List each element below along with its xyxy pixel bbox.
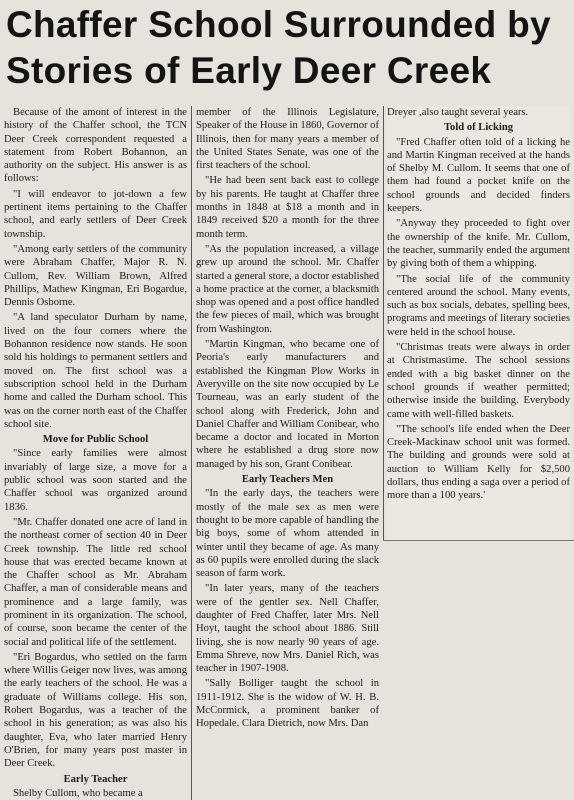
paragraph: "Martin Kingman, who became one of Peoria's early manufacturers and established the Kingman Plow Works in Averyville on the site now occupied by Le Tourneau, was an early student of the school along with Frederick, John and Daniel Chaffer and William Conibear, who became a doctor and located in Morton where he established a drug store now managed by his son, Grant Conibear. [196, 339, 379, 470]
paragraph: "In the early days, the teachers were mostly of the male sex as men were thought to be more capable of handling the big boys, some of whom attended in winter until they became of age. As many as 60 pupils were enrolled during the slack season of farm work. [196, 488, 379, 580]
subheading: Early Teachers Men [241, 474, 334, 486]
paragraph: "Among early settlers of the community were Abraham Chaffer, Major R. N. Cullom, Rev. William Brown, Alfred Phillips, Mathew Kingman, Eri Bogardue, Dennis Osborne. [4, 243, 187, 309]
paragraph: "In later years, many of the teachers were of the gentler sex. Nell Chaffer, daughter of Fred Chaffer, later Mrs. Nell Hoyt, taught the school about 1886. Still living, she is now nearly 90 years of age. Emma Shreve, now Mrs. Daniel Rich, was teacher in 1907-1908. [196, 583, 379, 675]
paragraph: "Fred Chaffer often told of a licking he and Martin Kingman received at the hands of Shelby M. Cullom. It seems that one of them had found a pocket knife on the school grounds and decided finders keepers. [387, 136, 570, 215]
paragraph: member of the Illinois Legislature, Speaker of the House in 1860, Governor of Illinois, then for many years a member of the United States Senate, was one of the first teachers of the school. [196, 107, 379, 172]
paragraph: "The social life of the community centered around the school. Many events, such as box socials, debates, spelling bees, programs and meetings of literary societies were held in the school house. [387, 273, 570, 338]
article-column-1 [4, 106, 187, 800]
paragraph: "He had been sent back east to college by his parents. He taught at Chaffer three months in 1848 at $18 a month and in 1849 received $20 a month for the three month term. [196, 175, 379, 240]
paragraph: "Christmas treats were always in order at Christmastime. The school sessions ended with a big basket dinner on the school grounds if weather permitted; otherwise inside the building. Everybody came with well-filled baskets. [387, 342, 570, 420]
paragraph: Shelby Cullom, who became a [13, 787, 143, 799]
article-column-3 [387, 106, 570, 540]
paragraph: "I will endeavor to jot-down a few pertinent items pertaining to the Chaffer school, and early settlers of Deer Creek township. [4, 188, 187, 240]
column-end-rule [383, 540, 574, 541]
paragraph: "Since early families were almost invariably of large size, a move for a public school was soon started and the Chaffer school was organized around 1836. [4, 448, 187, 513]
paragraph: Because of the amont of interest in the history of the Chaffer school, the TCN Deer Creek correspondent requested a statement from Robert Bohannon, an authority on the subject. His answer is as follows: [4, 107, 187, 185]
paragraph: "Sally Bolliger taught the school in 1911-1912. She is the widow of W. H. B. McCormick, a prominent banker of Hopedale. Clara Dietrich, now Mrs. Dan [196, 678, 379, 730]
paragraph: "As the population increased, a village grew up around the school. Mr. Chaffer started a general store, a doctor established a home practice at the corner, a blacksmith shop was opened and a post office handled the few pieces of mail, which was brought from Washington. [196, 243, 379, 335]
paragraph: "Mr. Chaffer donated one acre of land in the northeast corner of section 40 in Deer Creek township. The little red school house that was erected became known at the Chaffer school as Mr. Abraham Chaffer, a man of considerable means and prominence and a large family, was prominent in its organization. The school, of course, soon became the center of the social and political life of the settlement. [4, 516, 187, 648]
column-rule [191, 106, 192, 800]
paragraph: "Eri Bogardus, who settled on the farm where Willis Geiger now lives, was among the early teachers of the school. He was a graduate of Williams college. His son, Robert Bogardus, was a teacher of the school in his generation; as was also his daughter, Eva, who later married Henry O'Brien, for many years post master in Deer Creek. [4, 651, 187, 770]
subheading: Move for Public School [42, 434, 149, 446]
column-rule [383, 106, 384, 540]
article-column-2 [196, 106, 379, 800]
paragraph: "A land speculator Durham by name, lived on the four corners where the Bohannon residence now stands. He soon sold his holdings to permanent settlers and moved on. The first school was a subscription school held in the Durham home and called the Durham school. This was on the corner north east of the Chaffer school site. [4, 312, 187, 430]
subheading: Early Teacher [63, 773, 128, 785]
paragraph: Dreyer ,also taught several years. [387, 107, 529, 118]
headline: Chaffer School Surrounded by Stories of Early Deer Creek [6, 4, 551, 91]
paragraph: "The school's life ended when the Deer Creek-Mackinaw school unit was formed. The building and grounds were sold at auction to William Kelly for $2,500 dollars, thus ending a saga over a period of more than a 100 years.' [387, 423, 570, 502]
subheading: Told of Licking [443, 122, 514, 134]
paragraph: "Anyway they proceeded to fight over the ownership of the knife. Mr. Cullom, the teacher, summarily ended the argument by giving both of them a whipping. [387, 218, 570, 270]
